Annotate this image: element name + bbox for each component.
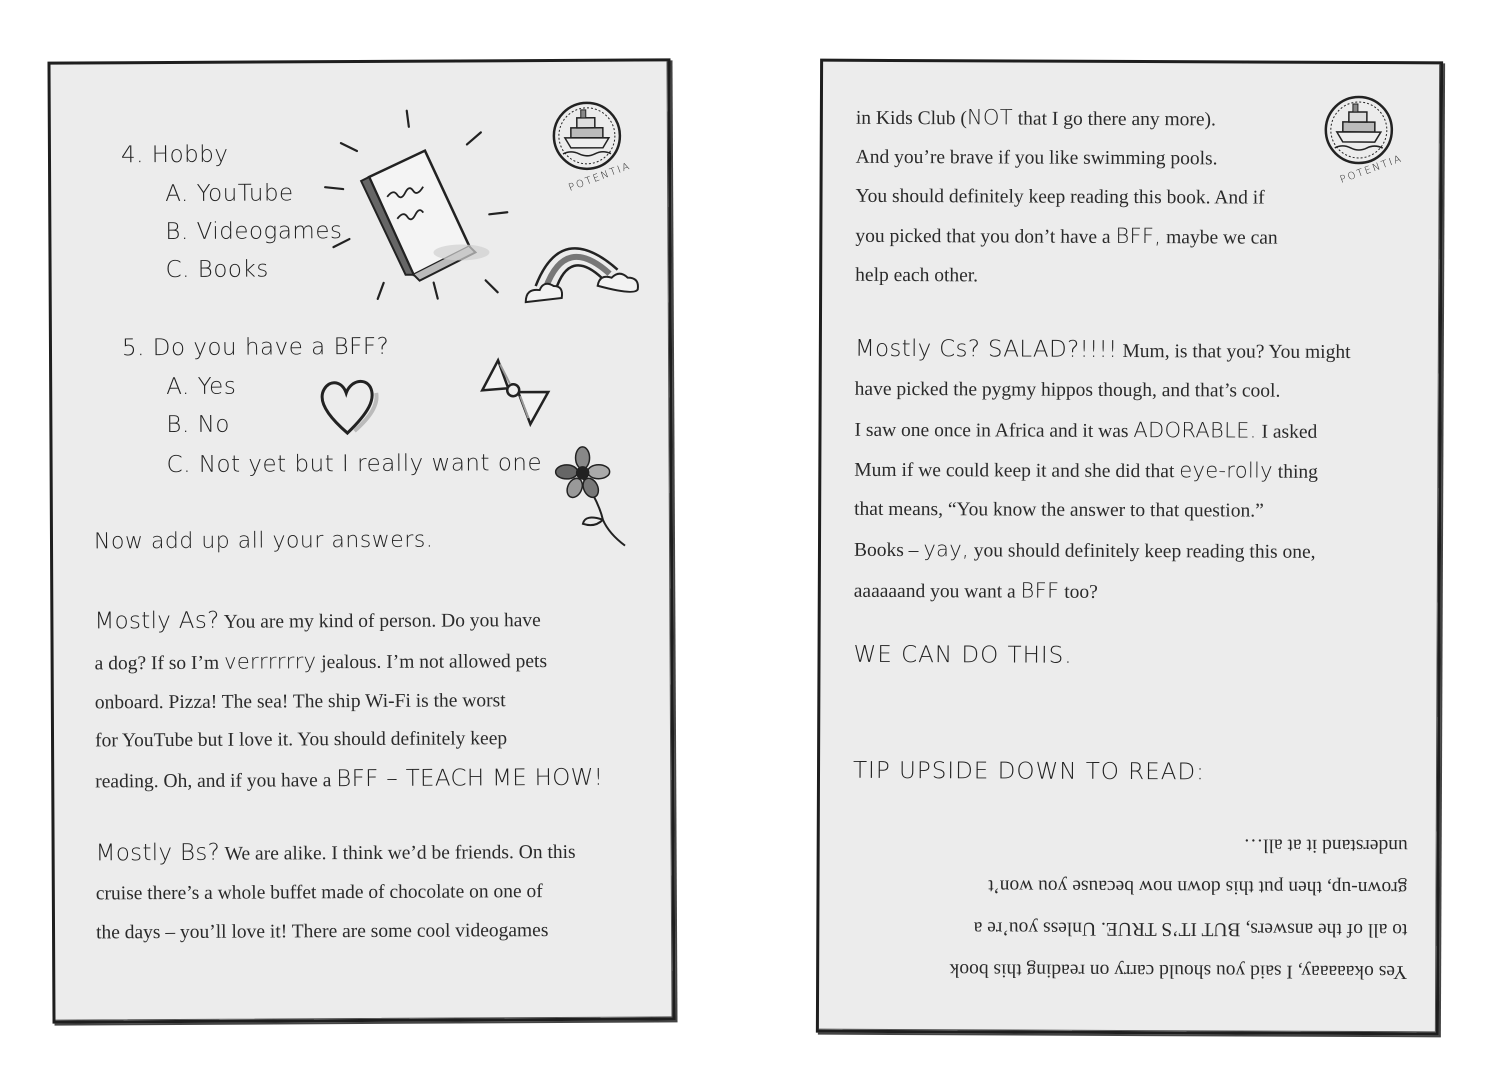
mostly-cs-line: too? bbox=[1059, 581, 1098, 603]
mostly-cs-line: that means, “You know the answer to that question.” bbox=[854, 498, 1264, 522]
mostly-as-line: onboard. Pizza! The sea! The ship Wi-Fi is the worst bbox=[94, 689, 506, 713]
intro-line: help each other. bbox=[855, 264, 979, 287]
intro-line: you picked that you don’t have a bbox=[855, 226, 1116, 249]
heart-doodle-icon bbox=[314, 375, 384, 439]
stamp-label: POTENTIA bbox=[1338, 153, 1405, 186]
mostly-bs-line: We are alike. I think we’d be friends. On this bbox=[220, 841, 576, 865]
upside-line: Yes okaaaaay, I said you should carry on reading this book bbox=[949, 959, 1408, 983]
emphasis-text: verrrrrry bbox=[223, 649, 317, 674]
question-4-title: 4. Hobby bbox=[120, 141, 229, 169]
mostly-bs-line: the days – you’ll love it! There are some cool videogames bbox=[95, 919, 549, 943]
mostly-cs-line: Books – bbox=[853, 539, 924, 562]
emphasis-text: BUT IT’S TRUE. bbox=[1100, 917, 1241, 940]
question-5-option-a: A. Yes bbox=[166, 373, 237, 401]
mostly-as-line: jealous. I’m not allowed pets bbox=[316, 650, 548, 674]
emphasis-text: BFF bbox=[1020, 578, 1060, 603]
mostly-cs-paragraph bbox=[854, 330, 1415, 614]
question-5-title: 5. Do you have a BFF? bbox=[121, 333, 390, 362]
question-4-option-b: B. Videogames bbox=[165, 218, 343, 246]
left-page bbox=[47, 58, 675, 1023]
upside-line: understand it at all… bbox=[1243, 834, 1408, 857]
emphasis-text: NOT bbox=[966, 105, 1013, 130]
mostly-cs-line: aaaaaand you want a bbox=[853, 580, 1021, 603]
mostly-cs-lead: Mostly Cs? SALAD?!!!! bbox=[854, 335, 1118, 363]
emphasis-text: BFF – TEACH ME HOW! bbox=[336, 764, 604, 793]
emphasis-text: eye-rolly bbox=[1179, 458, 1273, 484]
rainbow-doodle-icon bbox=[521, 223, 651, 314]
mostly-bs-paragraph bbox=[96, 831, 657, 952]
question-4-option-a: A. YouTube bbox=[165, 180, 294, 208]
mostly-as-lead: Mostly As? bbox=[94, 607, 220, 635]
mostly-bs-lead: Mostly Bs? bbox=[95, 839, 221, 867]
intro-line: in Kids Club ( bbox=[855, 107, 967, 130]
intro-line: maybe we can bbox=[1161, 227, 1278, 250]
stamp-label: POTENTIA bbox=[567, 160, 633, 194]
bow-doodle-icon bbox=[470, 354, 560, 434]
mostly-as-line: reading. Oh, and if you have a bbox=[95, 770, 337, 793]
upside-line: Unless you’re a bbox=[973, 917, 1102, 939]
intro-paragraph bbox=[855, 98, 1326, 298]
question-5-option-b: B. No bbox=[166, 411, 230, 439]
we-can-do-this-heading: WE CAN DO THIS. bbox=[853, 641, 1073, 669]
tip-heading: TIP UPSIDE DOWN TO READ: bbox=[852, 757, 1205, 786]
question-4-option-c: C. Books bbox=[165, 256, 269, 284]
emphasis-text: yay, bbox=[923, 537, 970, 562]
book-doodle-icon bbox=[321, 102, 522, 323]
mostly-bs-line: cruise there’s a whole buffet made of chocolate on one of bbox=[95, 880, 543, 905]
mostly-cs-line: have picked the pygmy hippos though, and that’s cool. bbox=[854, 378, 1281, 402]
mostly-as-line: for YouTube but I love it. You should definitely keep bbox=[94, 728, 508, 752]
upside-line: grown-up, then put this down now because you won’t bbox=[988, 875, 1408, 899]
upside-down-paragraph bbox=[855, 822, 1408, 992]
mostly-as-paragraph bbox=[94, 599, 655, 802]
intro-line: You should definitely keep reading this book. And if bbox=[855, 185, 1265, 209]
mostly-cs-line: thing bbox=[1272, 462, 1318, 484]
flower-doodle-icon bbox=[548, 442, 639, 552]
instruction-text: Now add up all your answers. bbox=[93, 527, 434, 555]
emphasis-text: ADORABLE. bbox=[1133, 417, 1257, 443]
mostly-cs-line: Mum if we could keep it and she did that bbox=[854, 460, 1180, 483]
mostly-cs-line: I saw one once in Africa and it was bbox=[854, 419, 1134, 442]
mostly-cs-line: Mum, is that you? You might bbox=[1117, 340, 1351, 363]
question-5-option-c: C. Not yet but I really want one bbox=[166, 450, 543, 479]
upside-line: to all of the answers, bbox=[1240, 918, 1408, 941]
intro-line: And you’re brave if you like swimming pools. bbox=[855, 146, 1218, 170]
emphasis-text: BFF, bbox=[1115, 224, 1162, 249]
intro-line: that I go there any more). bbox=[1012, 108, 1216, 131]
mostly-cs-line: you should definitely keep reading this one, bbox=[968, 540, 1316, 563]
right-page bbox=[816, 59, 1443, 1036]
mostly-cs-line: I asked bbox=[1256, 421, 1318, 443]
mostly-as-line: a dog? If so I’m bbox=[94, 652, 225, 675]
mostly-as-line: You are my kind of person. Do you have bbox=[219, 610, 541, 633]
